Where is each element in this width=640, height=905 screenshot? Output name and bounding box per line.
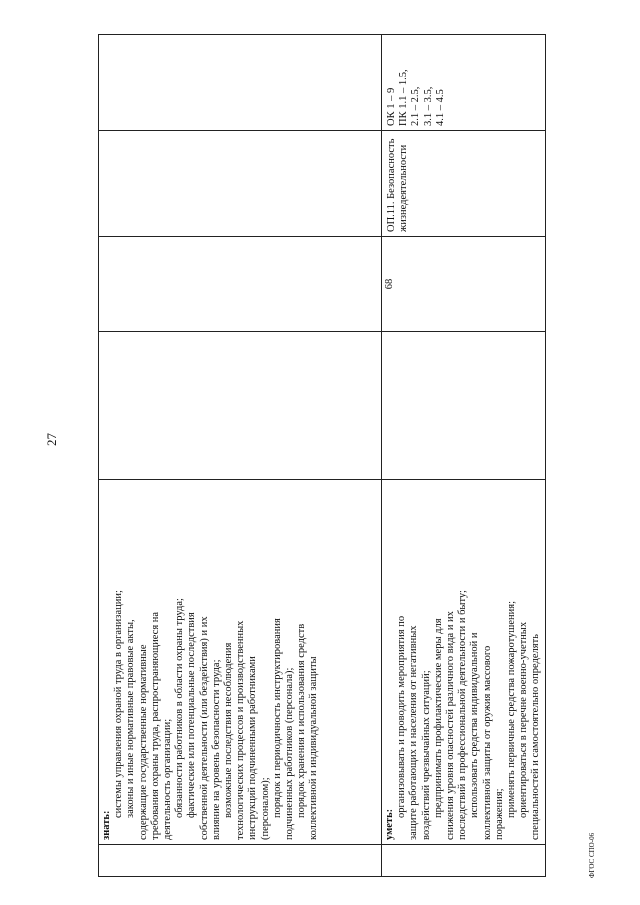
- section-title-umet: уметь:: [384, 808, 395, 840]
- list-item: инструкций подчиненными работниками: [247, 656, 259, 840]
- competency-cell: [382, 35, 546, 131]
- competency-code: 4.1 – 4.5: [434, 89, 446, 126]
- list-item: деятельность организации;: [162, 718, 174, 840]
- list-item: специальностей и самостоятельно определять: [530, 634, 542, 840]
- list-item: содержащие государственные нормативные: [137, 644, 149, 840]
- list-item: коллективной защиты от оружия массового: [481, 645, 493, 840]
- list-item: воздействий чрезвычайных ситуаций;: [420, 670, 432, 840]
- skills-cell: [382, 480, 546, 845]
- list-item: порядок хранения и использования средств: [296, 623, 308, 818]
- list-item: использовать средства индивидуальной и: [469, 632, 481, 818]
- list-item: снижения уровня опасностей различного вида и их: [445, 611, 457, 840]
- list-item: ориентироваться в перечне военно-учетных: [518, 621, 530, 818]
- footer-code: ФГОС СПО-06: [588, 832, 596, 878]
- hours-cell: 68: [382, 237, 546, 332]
- competency-code: ПК 1.1 – 1.5,: [398, 69, 410, 126]
- list-item: коллективной и индивидуальной защиты: [308, 656, 320, 840]
- list-item: предпринимать профилактические меры для: [432, 618, 444, 818]
- competency-code: ОК 1 – 9: [386, 87, 397, 126]
- competency-code: 2.1 – 2.5,: [410, 86, 422, 126]
- list-item: законы и иные нормативные правовые акты,: [125, 619, 137, 818]
- competency-code: 3.1 – 3.5,: [422, 86, 434, 126]
- empty-cell: [99, 332, 382, 480]
- competency-table: [98, 35, 542, 877]
- section-title-znat: знать:: [101, 810, 112, 840]
- list-item: последствий в профессиональной деятельности и быту;: [457, 590, 469, 840]
- empty-cell: [99, 35, 382, 131]
- list-item: фактические или потенциальные последствия: [186, 612, 198, 818]
- list-item: применять первичные средства пожаротушения;: [506, 600, 518, 818]
- table-row-umet: [382, 35, 546, 877]
- list-item: системы управления охраной труда в организации;: [113, 590, 125, 818]
- discipline-cell: ОП.11. Безопасность жизнедеятельности: [382, 131, 546, 237]
- list-item: порядок и периодичность инструктирования: [271, 618, 283, 818]
- list-item: обязанности работников в области охраны труда;: [174, 598, 186, 818]
- empty-cell: [99, 131, 382, 237]
- list-item: защите работающих и населения от негативных: [408, 625, 420, 840]
- list-item: организовывать и проводить мероприятия по: [396, 615, 408, 818]
- list-item: поражения;: [493, 788, 505, 840]
- table-row-znat: [99, 35, 382, 877]
- list-item: возможные последствия несоблюдения: [223, 642, 235, 818]
- list-item: собственной деятельности (или бездействия) и их: [198, 616, 210, 840]
- list-item: подчиненных работников (персонала);: [284, 667, 296, 840]
- blank-cell: [382, 845, 546, 877]
- page-number: 27: [44, 433, 59, 446]
- empty-cell: [382, 332, 546, 480]
- list-item: влияние на уровень безопасности труда;: [210, 659, 222, 840]
- list-item: требования охраны труда, распространяющиеся на: [149, 611, 161, 840]
- empty-cell: [99, 237, 382, 332]
- blank-cell: [99, 845, 382, 877]
- knowledge-cell: [99, 480, 382, 845]
- list-item: технологических процессов и производственных: [235, 620, 247, 840]
- list-item: (персоналом);: [259, 777, 271, 840]
